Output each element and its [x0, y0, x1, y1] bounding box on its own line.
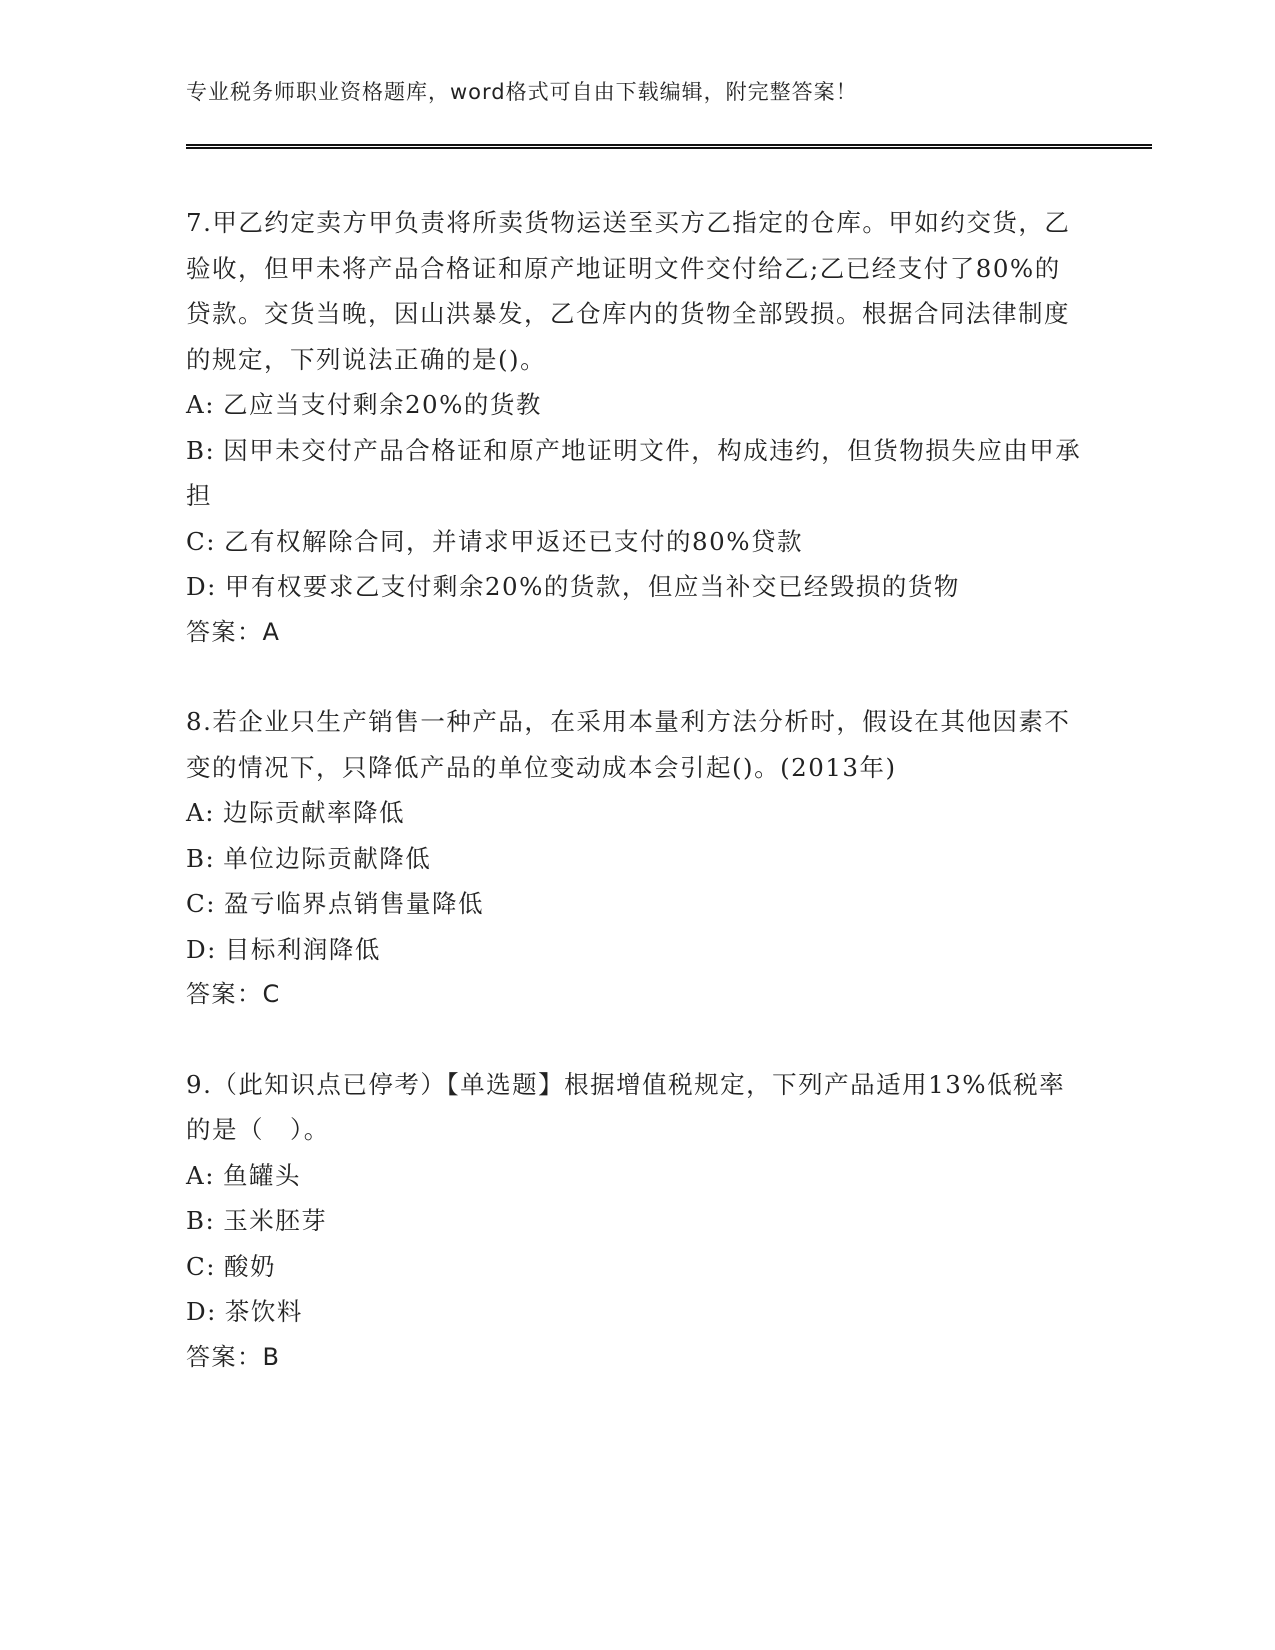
- option-text: 单位边际贡献降低: [223, 843, 432, 873]
- question-8: [186, 699, 1086, 1018]
- option-text: 目标利润降低: [224, 934, 381, 964]
- option-label: C:: [186, 889, 217, 918]
- option-text: 盈亏临界点销售量降低: [224, 889, 485, 918]
- question-list: [186, 200, 1086, 1380]
- answer-line: 答案：C: [186, 980, 281, 1008]
- option-label: A:: [186, 390, 215, 419]
- option-d: [186, 564, 1086, 610]
- option-text: 酸奶: [224, 1251, 277, 1281]
- question-stem: 8.若企业只生产销售一种产品，在采用本量利方法分析时，假设在其他因素不变的情况下，只降低产品的单位变动成本会引起()。(2013年): [186, 707, 1071, 782]
- option-label: A:: [186, 1160, 215, 1190]
- question-9: [186, 1062, 1086, 1381]
- question-stem: 9.（此知识点已停考）【单选题】根据增值税规定，下列产品适用13%低税率的是（ ）。: [186, 1069, 1066, 1144]
- option-text: 鱼罐头: [222, 1160, 301, 1190]
- option-label: A:: [186, 798, 215, 827]
- question-stem: 7.甲乙约定卖方甲负责将所卖货物运送至买方乙指定的仓库。甲如约交货，乙验收，但甲未将产品合格证和原产地证明文件交付给乙;乙已经支付了80%的贷款。交货当晚，因山洪暴发，乙仓库内的货物全部毁损。根据合同法律制度的规定，下列说法正确的是()。: [186, 208, 1071, 374]
- option-label: D:: [186, 934, 217, 964]
- question-spacer: [186, 1018, 1086, 1062]
- option-a: [186, 790, 1086, 836]
- option-c: [186, 1244, 1086, 1290]
- option-a: [186, 382, 1086, 428]
- option-text: 玉米胚芽: [223, 1206, 328, 1235]
- option-label: B:: [186, 435, 216, 465]
- option-text: 乙应当支付剩余20%的货教: [222, 390, 542, 419]
- option-label: B:: [186, 843, 216, 873]
- option-text: 因甲未交付产品合格证和原产地证明文件，构成违约，但货物损失应由甲承担: [186, 435, 1082, 510]
- option-b: [186, 836, 1086, 882]
- option-text: 边际贡献率降低: [222, 798, 405, 827]
- question-7: [186, 200, 1086, 655]
- question-spacer: [186, 655, 1086, 699]
- answer-line: 答案：B: [186, 1342, 281, 1371]
- option-label: D:: [186, 572, 217, 601]
- page-header: 专业税务师职业资格题库，word格式可自由下载编辑，附完整答案！: [186, 80, 858, 104]
- option-label: C:: [186, 526, 217, 556]
- option-label: D:: [186, 1297, 217, 1326]
- option-c: [186, 519, 1086, 565]
- answer-line: 答案：A: [186, 617, 281, 646]
- option-b: [186, 1198, 1086, 1244]
- option-text: 甲有权要求乙支付剩余20%的货款，但应当补交已经毁损的货物: [224, 572, 960, 601]
- option-label: C:: [186, 1251, 217, 1281]
- header-divider: [186, 144, 1152, 149]
- option-d: [186, 1289, 1086, 1335]
- option-text: 乙有权解除合同，并请求甲返还已支付的80%贷款: [224, 526, 803, 556]
- option-d: [186, 927, 1086, 973]
- option-a: [186, 1153, 1086, 1199]
- option-label: B:: [186, 1206, 216, 1235]
- option-text: 茶饮料: [224, 1297, 303, 1326]
- option-c: [186, 881, 1086, 927]
- option-b: [186, 428, 1086, 519]
